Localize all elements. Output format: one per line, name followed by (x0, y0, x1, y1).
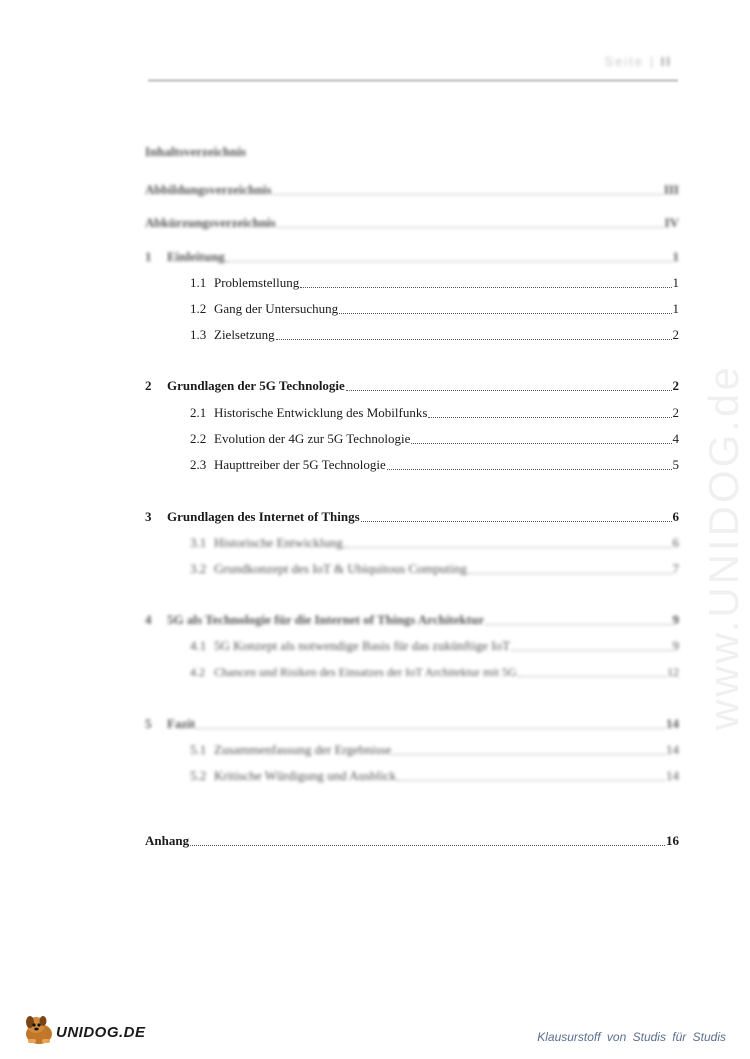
toc-section-4-1[interactable]: 4.1 5G Konzept als notwendige Basis für das zukünftige IoT 9 (190, 638, 679, 653)
toc-appendix[interactable]: Anhang 16 (145, 833, 679, 848)
toc-section-3-1[interactable]: 3.1 Historische Entwicklung 6 (190, 535, 679, 550)
toc-entry-abbildungsverzeichnis[interactable]: Abbildungsverzeichnis III (145, 182, 679, 197)
footer-slogan: Klausurstoff von Studis für Studis (537, 1030, 726, 1044)
watermark: www.UNIDOG.de (700, 364, 747, 730)
toc-section-1-1[interactable]: 1.1 Problemstellung 1 (190, 275, 679, 290)
toc-title: Inhaltsverzeichnis (145, 144, 247, 159)
page-label: Seite | (604, 54, 656, 69)
toc-section-1-2[interactable]: 1.2 Gang der Untersuchung 1 (190, 301, 679, 316)
toc-chapter-3[interactable]: 3 Grundlagen des Internet of Things 6 (145, 509, 679, 524)
toc-entry-abkuerzungsverzeichnis[interactable]: Abkürzungsverzeichnis IV (145, 215, 679, 230)
logo-text: UNIDOG.DE (56, 1024, 146, 1041)
toc-section-5-1[interactable]: 5.1 Zusammenfassung der Ergebnisse 14 (190, 742, 679, 757)
toc-chapter-2[interactable]: 2 Grundlagen der 5G Technologie 2 (145, 378, 679, 393)
page-number: II (660, 54, 672, 69)
unidog-logo[interactable] (22, 1012, 162, 1048)
toc-section-3-2[interactable]: 3.2 Grundkonzept des IoT & Ubiquitous Computing 7 (190, 561, 679, 576)
toc-section-2-3[interactable]: 2.3 Haupttreiber der 5G Technologie 5 (190, 457, 679, 472)
toc-chapter-1[interactable]: 1 Einleitung 1 (145, 249, 679, 264)
toc-chapter-5[interactable]: 5 Fazit 14 (145, 716, 679, 731)
toc-section-5-2[interactable]: 5.2 Kritische Würdigung und Ausblick 14 (190, 768, 679, 783)
toc-section-2-1[interactable]: 2.1 Historische Entwicklung des Mobilfunks 2 (190, 405, 679, 420)
toc-section-1-3[interactable]: 1.3 Zielsetzung 2 (190, 327, 679, 342)
toc-section-2-2[interactable]: 2.2 Evolution der 4G zur 5G Technologie 4 (190, 431, 679, 446)
dog-mascot-icon (22, 1012, 58, 1046)
toc-section-4-2[interactable]: 4.2 Chancen und Risiken des Einsatzes der IoT Architektur mit 5G 12 (190, 665, 679, 679)
toc-chapter-4[interactable]: 4 5G als Technologie für die Internet of Things Architektur 9 (145, 612, 679, 627)
header-rule (148, 79, 678, 82)
page-header (605, 54, 672, 69)
